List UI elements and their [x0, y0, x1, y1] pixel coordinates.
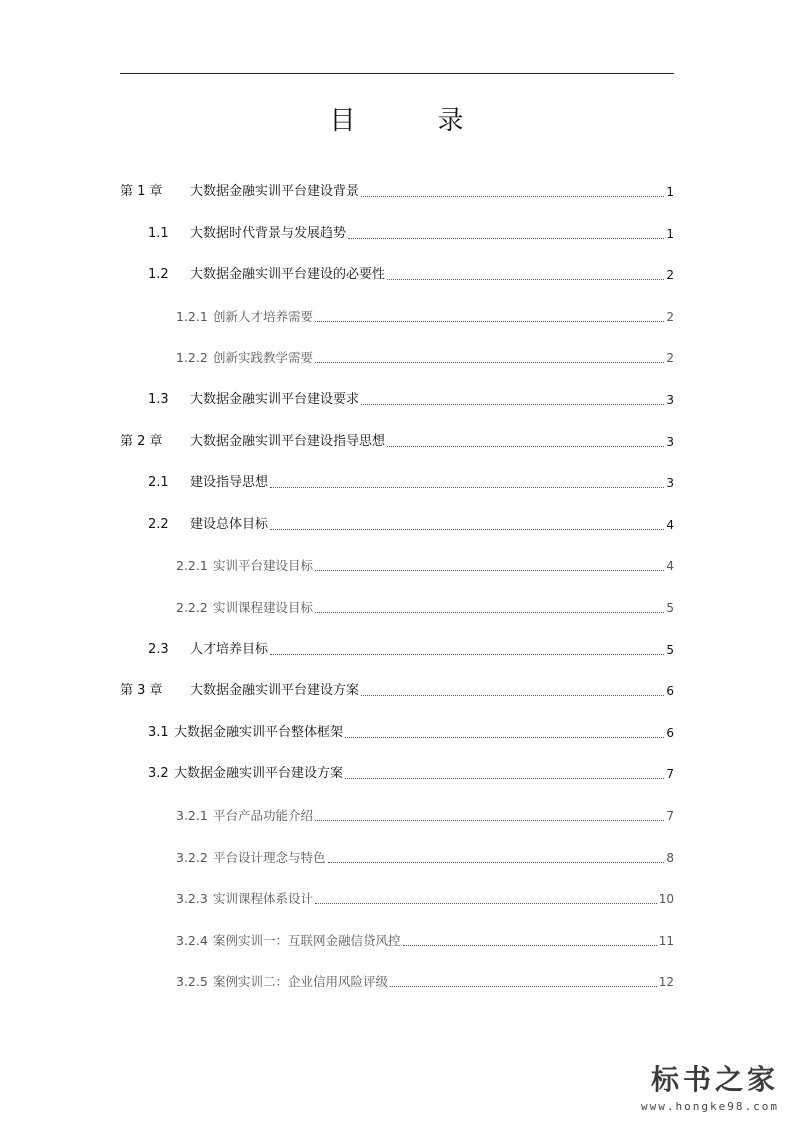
toc-entry-page: 2: [666, 351, 674, 365]
toc-entry-title: 创新人才培养需要: [213, 309, 314, 324]
toc-entry-number: 1.2.1: [176, 309, 208, 324]
toc-entry-page: 3: [666, 476, 674, 490]
toc-leader-dots: [390, 986, 657, 987]
toc-leader-dots: [315, 903, 657, 904]
toc-entry-page: 7: [666, 767, 674, 781]
toc-entry[interactable]: [148, 388, 674, 408]
toc-entry[interactable]: [148, 762, 674, 782]
toc-leader-dots: [270, 529, 664, 530]
toc-leader-dots: [387, 279, 664, 280]
toc-entry-number: 2.2: [148, 517, 169, 532]
toc-entry-page: 1: [666, 227, 674, 241]
toc-entry-title: 大数据金融实训平台建设指导思想: [190, 434, 386, 449]
toc-entry[interactable]: [148, 471, 674, 491]
toc-entry-title: 创新实践教学需要: [213, 350, 314, 365]
toc-entry[interactable]: [176, 970, 674, 990]
toc-entry-title: 实训平台建设目标: [213, 558, 314, 573]
toc-entry-number: 2.2.2: [176, 600, 208, 615]
toc-entry-page: 4: [666, 559, 674, 573]
toc-entry-page: 10: [658, 892, 674, 906]
toc-entry-title: 大数据金融实训平台建设要求: [190, 392, 360, 407]
toc-entry-number: 3.2.1: [176, 808, 208, 823]
toc-leader-dots: [361, 695, 664, 696]
toc-leader-dots: [387, 446, 664, 447]
toc-entry-title: 实训课程体系设计: [213, 891, 314, 906]
toc-entry-number: 3.2: [148, 766, 169, 781]
toc-leader-dots: [348, 238, 664, 239]
toc-entry-title: 案例实训二：企业信用风险评级: [213, 974, 389, 989]
toc-entry-title: 案例实训一：互联网金融信贷风控: [213, 933, 401, 948]
toc-leader-dots: [315, 612, 664, 613]
toc-leader-dots: [345, 737, 664, 738]
toc-entry-number: 第 3 章: [120, 683, 163, 698]
toc-entry-page: 5: [666, 601, 674, 615]
watermark-url: www.hongke98.com: [641, 1100, 779, 1113]
toc-entry-page: 8: [666, 851, 674, 865]
toc-entry-page: 6: [666, 726, 674, 740]
toc-entry-number: 3.1: [148, 725, 169, 740]
toc-entry-page: 12: [658, 975, 674, 989]
toc-leader-dots: [403, 945, 657, 946]
toc-leader-dots: [315, 570, 664, 571]
toc-entry-number: 3.2.3: [176, 891, 208, 906]
toc-entry[interactable]: [176, 887, 674, 907]
toc-leader-dots: [270, 654, 664, 655]
toc-entry-title: 建设总体目标: [190, 517, 269, 532]
toc-entry-title: 人才培养目标: [190, 642, 269, 657]
toc-entry-title: 实训课程建设目标: [213, 600, 314, 615]
watermark-logo: [609, 1058, 779, 1113]
toc-entry[interactable]: [176, 305, 674, 325]
toc-entry[interactable]: [120, 180, 674, 200]
toc-leader-dots: [328, 862, 665, 863]
toc-entry[interactable]: [148, 263, 674, 283]
toc-entry[interactable]: [120, 679, 674, 699]
toc-entry-title: 大数据金融实训平台整体框架: [174, 725, 344, 740]
toc-entry[interactable]: [176, 346, 674, 366]
toc-entry[interactable]: [148, 222, 674, 242]
toc-entry[interactable]: [176, 554, 674, 574]
toc-entry-number: 1.3: [148, 392, 169, 407]
toc-entry-title: 平台设计理念与特色: [213, 850, 326, 865]
toc-entry-number: 1.1: [148, 226, 169, 241]
toc-entry[interactable]: [148, 638, 674, 658]
toc-entry[interactable]: [176, 596, 674, 616]
toc-leader-dots: [315, 321, 664, 322]
watermark-logo-text: 标书之家: [650, 1063, 779, 1096]
toc-entry-page: 5: [666, 643, 674, 657]
toc-entry-page: 6: [666, 684, 674, 698]
toc-entry-number: 2.3: [148, 642, 169, 657]
toc-entry-number: 第 1 章: [120, 184, 163, 199]
toc-entry-page: 4: [666, 518, 674, 532]
toc-leader-dots: [361, 196, 664, 197]
toc-entry-number: 3.2.4: [176, 933, 208, 948]
toc-entry-page: 2: [666, 268, 674, 282]
toc-entry-number: 1.2.2: [176, 350, 208, 365]
toc-entry-title: 大数据金融实训平台建设的必要性: [190, 267, 386, 282]
toc-entry-number: 3.2.5: [176, 974, 208, 989]
toc-leader-dots: [315, 820, 664, 821]
toc-entry-number: 1.2: [148, 267, 169, 282]
toc-entry-page: 7: [666, 809, 674, 823]
toc-entry-page: 3: [666, 393, 674, 407]
toc-entry-page: 2: [666, 310, 674, 324]
toc-entry-number: 2.1: [148, 475, 169, 490]
toc-entry-page: 1: [666, 185, 674, 199]
header-rule: [120, 73, 674, 74]
toc-entry-number: 第 2 章: [120, 434, 163, 449]
toc-entry[interactable]: [176, 804, 674, 824]
toc-entry-title: 平台产品功能介绍: [213, 808, 314, 823]
toc-leader-dots: [315, 362, 664, 363]
page-title: 目 录: [329, 106, 492, 136]
toc-entry[interactable]: [176, 929, 674, 949]
toc-entry-number: 2.2.1: [176, 558, 208, 573]
toc-leader-dots: [345, 778, 664, 779]
toc-leader-dots: [361, 404, 664, 405]
toc-entry-title: 大数据金融实训平台建设方案: [190, 683, 360, 698]
toc-entry-page: 3: [666, 435, 674, 449]
toc-entry[interactable]: [120, 430, 674, 450]
toc-entry-title: 大数据金融实训平台建设背景: [190, 184, 360, 199]
toc-entry-title: 大数据金融实训平台建设方案: [174, 766, 344, 781]
toc-entry-title: 建设指导思想: [190, 475, 269, 490]
toc-entry-title: 大数据时代背景与发展趋势: [190, 226, 347, 241]
toc-entry[interactable]: [148, 513, 674, 533]
toc-entry-page: 11: [658, 934, 674, 948]
toc-entry-number: 3.2.2: [176, 850, 208, 865]
toc-leader-dots: [270, 487, 664, 488]
toc-entry[interactable]: [148, 721, 674, 741]
toc-entry[interactable]: [176, 846, 674, 866]
